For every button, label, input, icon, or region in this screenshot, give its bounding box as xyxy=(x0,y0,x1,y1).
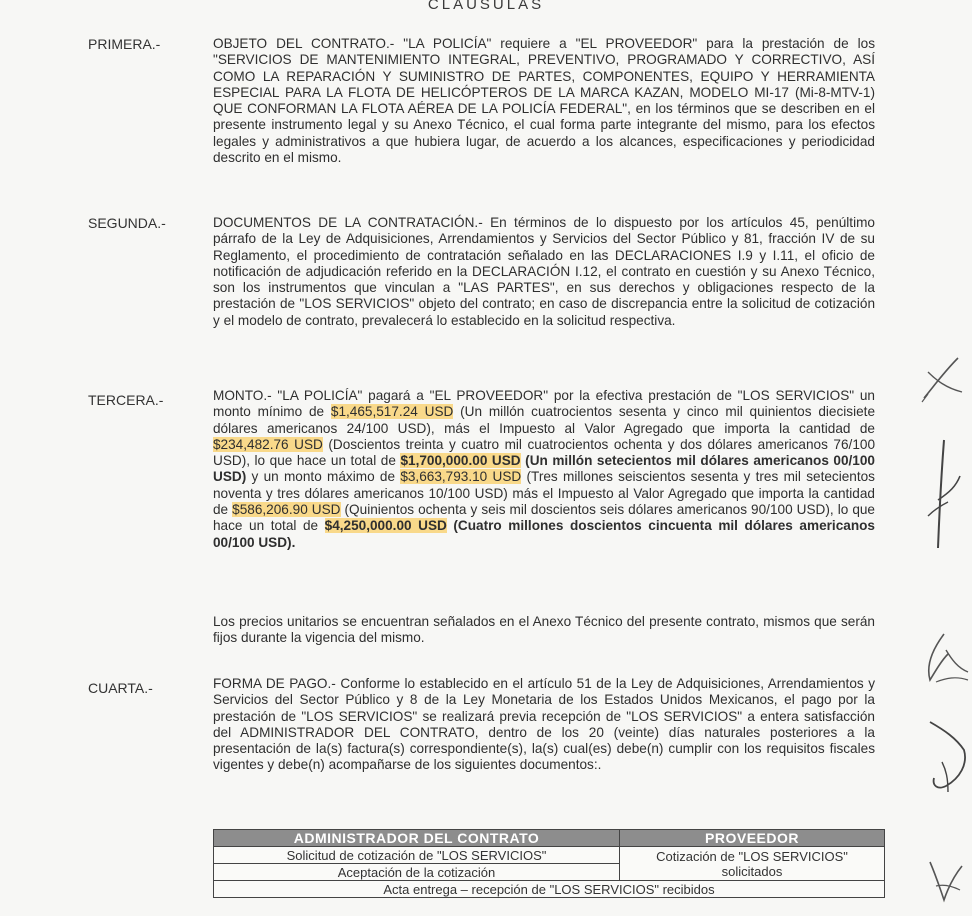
signature-mark-1 xyxy=(918,352,966,406)
monto-text: (Doscientos treinta y cuatro mil cuatrocientos ochenta y dos dólares americanos 76/100 USD), lo que hace un total de xyxy=(213,436,875,469)
table-header-proveedor: PROVEEDOR xyxy=(620,830,885,847)
clause-label-tercera: TERCERA.- xyxy=(88,392,164,408)
clause-text-cuarta: FORMA DE PAGO.- Conforme lo establecido en el artículo 51 de la Ley de Adquisiciones, Arrendamientos y Servicios del Sector Público y 8 de la Ley Monetaria de los Estados Unidos Mexicanos, el pago por la prestación de "LOS SERVICIOS" se realizará previa recepción de "LOS SERVICIOS" a entera satisfacción del ADMINISTRADOR DEL CONTRATO, dentro de los 20 (veinte) días naturales posteriores a la presentación de la(s) factura(s) correspondiente(s), la(s) cual(es) debe(n) cumplir con los requisitos fiscales vigentes y debe(n) acompañarse de los siguientes documentos:. xyxy=(213,676,875,773)
amount-iva-minimum: $234,482.76 USD xyxy=(213,436,323,452)
amount-total-maximum: $4,250,000.00 USD xyxy=(324,518,447,534)
amount-minimum: $1,465,517.24 USD xyxy=(330,404,454,420)
table-header-administrador: ADMINISTRADOR DEL CONTRATO xyxy=(214,830,620,847)
monto-text: (Un millón cuatrocientos sesenta y cinco mil quinientos diecisiete dólares americanos 24/100 USD), más el Impuesto al Valor Agregado que importa la cantidad de xyxy=(213,404,876,436)
signature-mark-3 xyxy=(922,630,972,690)
clause-text-tercera xyxy=(213,388,875,551)
table-cell: Acta entrega – recepción de "LOS SERVICIOS" recibidos xyxy=(214,881,885,898)
monto-text: (Un millón setecientos mil dólares americanos 00/100 USD) xyxy=(213,453,875,485)
clause-text-tercera-precios: Los precios unitarios se encuentran señalados en el Anexo Técnico del presente contrato, mismos que serán fijos durante la vigencia del mismo. xyxy=(213,614,875,646)
section-heading: CLAUSULAS xyxy=(427,0,545,13)
signature-mark-5 xyxy=(926,856,966,906)
amount-maximum: $3,663,793.10 USD xyxy=(400,469,522,485)
monto-text: MONTO.- "LA POLICÍA" pagará a "EL PROVEEDOR" por la efectiva prestación de "LOS SERVICIOS" un monto mínimo de xyxy=(213,388,875,420)
clause-text-segunda: DOCUMENTOS DE LA CONTRATACIÓN.- En términos de lo dispuesto por los artículos 45, penúltimo párrafo de la Ley de Adquisiciones, Arrendamientos y Servicios del Sector Público y 81, fracción IV de su Reglamento, el procedimiento de contratación señalado en las DECLARACIONES I.9 y I.11, el oficio de notificación de adjudicación referido en la DECLARACIÓN I.12, el contrato en cuestión y su Anexo Técnico, son los instrumentos que vinculan a "LAS PARTES", en sus derechos y obligaciones respecto de la prestación de "LOS SERVICIOS" objeto del contrato; en caso de discrepancia entre la solicitud de cotización y el modelo de contrato, prevalecerá lo establecido en la solicitud respectiva. xyxy=(213,215,875,328)
signature-mark-2 xyxy=(920,436,964,556)
clause-label-cuarta: CUARTA.- xyxy=(88,680,153,696)
signature-mark-4 xyxy=(924,716,970,796)
table-cell: Solicitud de cotización de "LOS SERVICIOS" xyxy=(214,847,620,864)
clause-text-primera: OBJETO DEL CONTRATO.- "LA POLICÍA" requiere a "EL PROVEEDOR" para la prestación de los "SERVICIOS DE MANTENIMIENTO INTEGRAL, PREVENTIVO, PROGRAMADO Y CORRECTIVO, ASÍ COMO LA REPARACIÓN Y SUMINISTRO DE PARTES, COMPONENTES, EQUIPO Y HERRAMIENTA ESPECIAL PARA LA FLOTA DE HELICÓPTEROS DE LA MARCA KAZAN, MODELO MI-17 (Mi-8-MTV-1) QUE CONFORMAN LA FLOTA AÉREA DE LA POLICÍA FEDERAL", en los términos que se describen en el presente instrumento legal y su Anexo Técnico, el cual forma parte integrante del mismo, para los efectos legales y administrativos a que hubiera lugar, de acuerdo a los alcances, especificaciones y periodicidad descrito en el mismo. xyxy=(213,36,875,166)
table-cell: Aceptación de la cotización xyxy=(214,864,620,881)
monto-text: (Quinientos ochenta y seis mil doscientos seis dólares americanos 90/100 USD), lo que hace un total de xyxy=(213,502,875,534)
monto-text: (Tres millones seiscientos sesenta y tres mil setecientos noventa y tres dólares americanos 10/100 USD) más el Impuesto al Valor Agregado que importa la cantidad de xyxy=(213,469,875,518)
table-cell: Cotización de "LOS SERVICIOS" solicitados xyxy=(620,847,885,881)
documents-table xyxy=(213,829,885,898)
monto-text: y un monto máximo de xyxy=(246,469,401,485)
monto-text: (Cuatro millones doscientos cincuenta mil dólares americanos 00/100 USD). xyxy=(213,518,875,550)
clause-label-segunda: SEGUNDA.- xyxy=(88,215,166,231)
amount-iva-maximum: $586,206.90 USD xyxy=(232,502,341,518)
clause-label-primera: PRIMERA.- xyxy=(88,36,161,52)
amount-total-minimum: $1,700,000.00 USD xyxy=(400,453,521,469)
